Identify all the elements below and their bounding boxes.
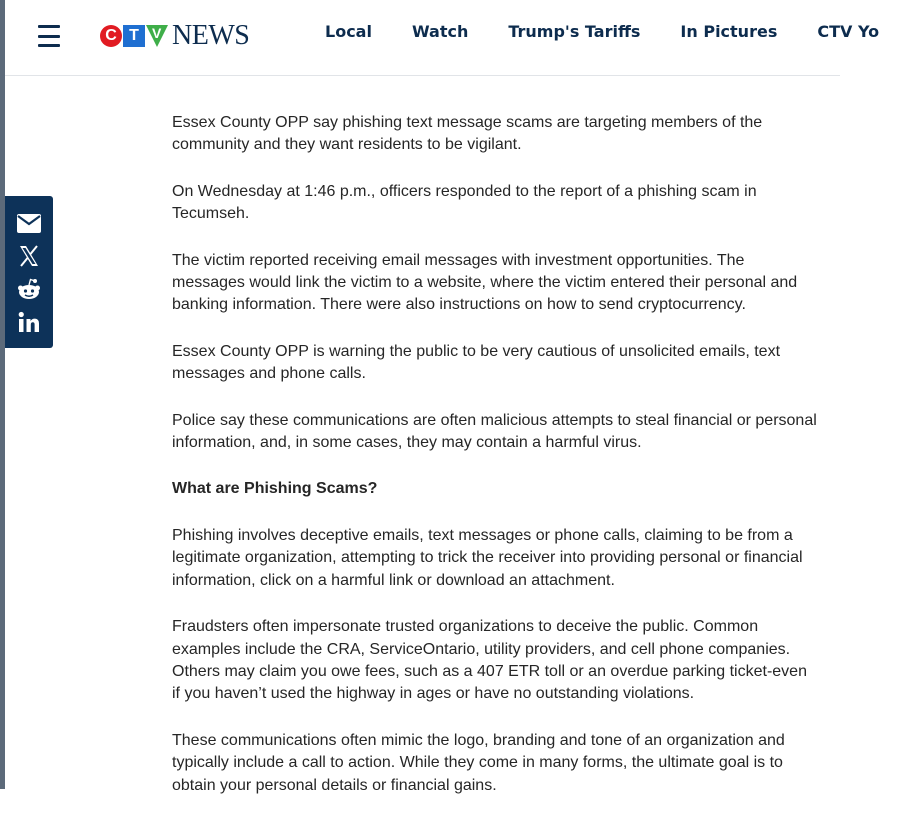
article-paragraph-2: On Wednesday at 1:46 p.m., officers responded to the report of a phishing scam in Tecumseh.: [172, 182, 757, 223]
nav-ctv-your-morning[interactable]: CTV Yo: [817, 22, 880, 41]
article-paragraph-8: These communications often mimic the logo, branding and tone of an organization and typically include a call to action. While they come in many forms, the ultimate goal is to obtain your personal details or financial gains.: [172, 731, 785, 794]
envelope-icon: [17, 214, 41, 233]
email-share-button[interactable]: [16, 210, 42, 236]
article-paragraph-6: Phishing involves deceptive emails, text messages or phone calls, claiming to be from a legitimate organization, attempting to trick the receiver into providing personal or financial information, click on a harmful link or download an attachment.: [172, 526, 803, 589]
reddit-share-button[interactable]: [16, 276, 42, 302]
article-paragraph-3: The victim reported receiving email messages with investment opportunities. The messages would link the victim to a website, where the victim entered their personal and banking information. There were also instructions on how to send cryptocurrency.: [172, 251, 798, 314]
nav-watch[interactable]: Watch: [411, 22, 469, 41]
section-heading: What are Phishing Scams?: [172, 480, 378, 498]
menu-hamburger-icon[interactable]: [38, 25, 60, 47]
site-header: [5, 0, 880, 76]
x-share-button[interactable]: [16, 243, 42, 269]
x-icon: [18, 245, 40, 267]
ctv-news-logo[interactable]: [100, 20, 249, 52]
logo-v-shape: [146, 25, 168, 47]
article-body: [172, 112, 817, 821]
share-toolbar: [5, 196, 53, 348]
nav-trumps-tariffs[interactable]: Trump's Tariffs: [508, 22, 641, 41]
linkedin-share-button[interactable]: [16, 309, 42, 335]
main-nav: [325, 22, 919, 41]
logo-c: C: [100, 25, 122, 47]
nav-in-pictures[interactable]: In Pictures: [680, 22, 778, 41]
linkedin-icon: [18, 311, 40, 333]
article-paragraph-4: Essex County OPP is warning the public to be very cautious of unsolicited emails, text messages and phone calls.: [172, 342, 781, 383]
nav-local[interactable]: Local: [325, 22, 372, 41]
logo-v: V: [152, 25, 162, 41]
window-edge: [0, 0, 5, 789]
article-paragraph-5: Police say these communications are often malicious attempts to steal financial or personal information, and, in some cases, they may contain a harmful virus.: [172, 411, 817, 452]
article-paragraph-1: Essex County OPP say phishing text message scams are targeting members of the community and they want residents to be vigilant.: [172, 114, 763, 154]
logo-wordmark: NEWS: [172, 20, 250, 51]
logo-t: T: [123, 25, 145, 47]
article-paragraph-7: Fraudsters often impersonate trusted organizations to deceive the public. Common examples include the CRA, ServiceOntario, utility providers, and cell phone companies. Others may claim you owe fees, such as a 407 ETR toll or an overdue parking ticket-even if you haven’t used the highway in ages or have no outstanding violations.: [172, 618, 807, 703]
reddit-icon: [17, 278, 41, 300]
